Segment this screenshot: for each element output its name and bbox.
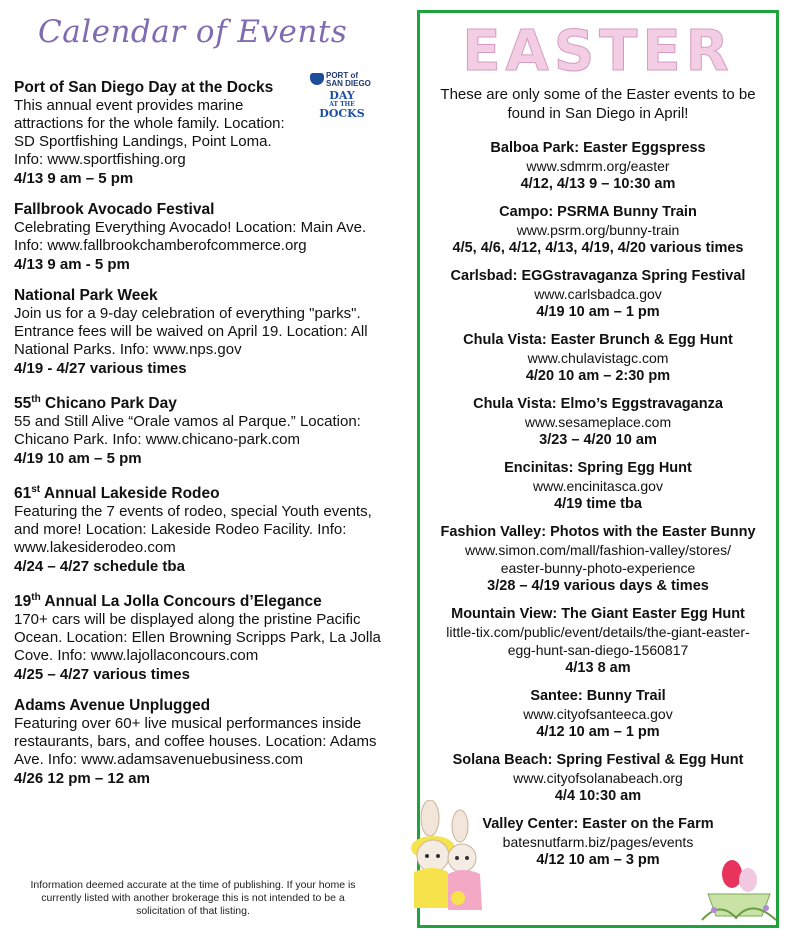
easter-event-title: Valley Center: Easter on the Farm — [482, 816, 714, 832]
event-name: 55th Chicano Park Day — [14, 394, 177, 413]
easter-event-title: Balboa Park: Easter Eggspress — [490, 140, 706, 156]
logo-day-text: DAY AT THE DOCKS — [319, 89, 365, 120]
easter-event-title: Fashion Valley: Photos with the Easter Bunny — [440, 524, 756, 540]
easter-event-title: Mountain View: The Giant Easter Egg Hunt — [451, 606, 745, 622]
event-time: 4/26 12 pm – 12 am — [14, 770, 150, 788]
bunnies-illustration — [400, 800, 496, 918]
easter-title: EASTER — [462, 19, 734, 84]
easter-event-title: Carlsbad: EGGstravaganza Spring Festival — [450, 268, 746, 284]
easter-event — [426, 751, 770, 805]
event-time: 4/13 9 am – 5 pm — [14, 170, 134, 187]
easter-event-date: 4/13 8 am — [565, 660, 631, 676]
left-event-list — [14, 78, 386, 800]
event-description: Featuring over 60+ live musical performances inside restaurants, bars, and coffee houses. Location: Adams Ave. Info: www.adamsavenuebusiness.com — [14, 715, 377, 769]
easter-event — [426, 459, 770, 513]
easter-event-url: www.cityofsolanabeach.org — [513, 770, 683, 786]
easter-event-date: 4/5, 4/6, 4/12, 4/13, 4/19, 4/20 various times — [452, 240, 744, 256]
easter-event-url: www.carlsbadca.gov — [534, 286, 662, 302]
event-description: This annual event provides marine attractions for the whole family. Location: SD Sportfishing Landings, Point Loma. Info: www.sportfishing.org — [14, 97, 285, 168]
easter-event — [426, 523, 770, 595]
easter-event-date: 4/4 10:30 am — [554, 788, 642, 804]
event-description: Join us for a 9-day celebration of everything "parks". Entrance fees will be waived on April 19. Location: All National Parks. Info: www.nps.gov — [14, 305, 368, 358]
event-item — [14, 200, 386, 274]
easter-eggs-illustration — [700, 850, 778, 922]
event-item — [14, 286, 386, 378]
event-item — [14, 696, 386, 788]
easter-event-title: Chula Vista: Elmo’s Eggstravaganza — [473, 396, 723, 412]
easter-event-list — [426, 139, 770, 879]
event-description: 55 and Still Alive “Orale vamos al Parque.” Location: Chicano Park. Info: www.chicano-park.com — [14, 413, 361, 449]
logo-port-text: PORT of SAN DIEGO — [326, 71, 371, 88]
event-description: Featuring the 7 events of rodeo, special Youth events, and more! Location: Lakeside Rodeo Facility. Info: www.lakesiderodeo.com — [14, 503, 372, 557]
easter-event-title: Campo: PSRMA Bunny Train — [499, 204, 697, 220]
event-time: 4/13 9 am - 5 pm — [14, 256, 130, 273]
easter-event-url: www.simon.com/mall/fashion-valley/stores/ easter-bunny-photo-experience — [464, 542, 732, 576]
event-time: 4/19 - 4/27 various times — [14, 360, 187, 377]
event-item — [14, 480, 386, 576]
event-name: 61st Annual Lakeside Rodeo — [14, 484, 220, 503]
easter-event-url: www.sdmrm.org/easter — [526, 158, 670, 174]
easter-event-url: www.encinitasca.gov — [533, 478, 663, 494]
event-time: 4/19 10 am – 5 pm — [14, 450, 142, 468]
easter-intro: These are only some of the Easter events to be found in San Diego in April! — [440, 86, 756, 122]
easter-event-title: Encinitas: Spring Egg Hunt — [504, 460, 692, 476]
easter-event — [426, 139, 770, 193]
event-item — [14, 78, 386, 188]
disclaimer-text: Information deemed accurate at the time of publishing. If your home is currently listed with another brokerage this is not intended to be a solicitation of that listing. — [30, 879, 356, 917]
easter-event — [426, 687, 770, 741]
easter-event-url: www.psrm.org/bunny-train — [516, 222, 680, 238]
event-name: 19th Annual La Jolla Concours d’Elegance — [14, 592, 322, 611]
event-name: Port of San Diego Day at the Docks — [14, 79, 274, 96]
easter-event-date: 4/12 10 am – 3 pm — [536, 852, 660, 868]
easter-event-date: 3/28 – 4/19 various days & times — [487, 578, 709, 594]
easter-event-date: 4/19 time tba — [554, 496, 642, 512]
event-name: National Park Week — [14, 287, 158, 304]
easter-event — [426, 605, 770, 677]
easter-event — [426, 267, 770, 321]
event-time: 4/24 – 4/27 schedule tba — [14, 558, 185, 576]
easter-event-date: 4/12 10 am – 1 pm — [536, 724, 660, 740]
easter-event-title: Santee: Bunny Trail — [530, 688, 666, 704]
easter-event-title: Solana Beach: Spring Festival & Egg Hunt — [452, 752, 744, 768]
easter-event-date: 4/12, 4/13 9 – 10:30 am — [520, 176, 676, 192]
easter-event-url: www.cityofsanteeca.gov — [523, 706, 673, 722]
easter-event — [426, 331, 770, 385]
easter-event-date: 3/23 – 4/20 10 am — [539, 432, 657, 448]
event-name: Adams Avenue Unplugged — [14, 697, 211, 715]
easter-event — [426, 203, 770, 257]
easter-event-url: little-tix.com/public/event/details/the-giant-easter- egg-hunt-san-diego-1560817 — [446, 624, 750, 658]
easter-event-url: www.chulavistagc.com — [527, 350, 669, 366]
easter-event-date: 4/20 10 am – 2:30 pm — [525, 368, 671, 384]
easter-event-url: www.sesameplace.com — [524, 414, 672, 430]
event-name: Fallbrook Avocado Festival — [14, 201, 215, 218]
calendar-title: Calendar of Events — [38, 14, 348, 50]
event-item — [14, 390, 386, 468]
easter-event-url: batesnutfarm.biz/pages/events — [502, 834, 694, 850]
easter-event-date: 4/19 10 am – 1 pm — [536, 304, 660, 320]
event-time: 4/25 – 4/27 various times — [14, 666, 190, 684]
easter-event-title: Chula Vista: Easter Brunch & Egg Hunt — [463, 332, 733, 348]
event-item — [14, 588, 386, 684]
easter-panel — [417, 10, 779, 928]
event-description: 170+ cars will be displayed along the pristine Pacific Ocean. Location: Ellen Browning Scripps Park, La Jolla Cove. Info: www.lajollaconcours.com — [14, 611, 381, 665]
event-description: Celebrating Everything Avocado! Location: Main Ave. Info: www.fallbrookchamberofcommerce.org — [14, 219, 367, 254]
easter-event — [426, 395, 770, 449]
